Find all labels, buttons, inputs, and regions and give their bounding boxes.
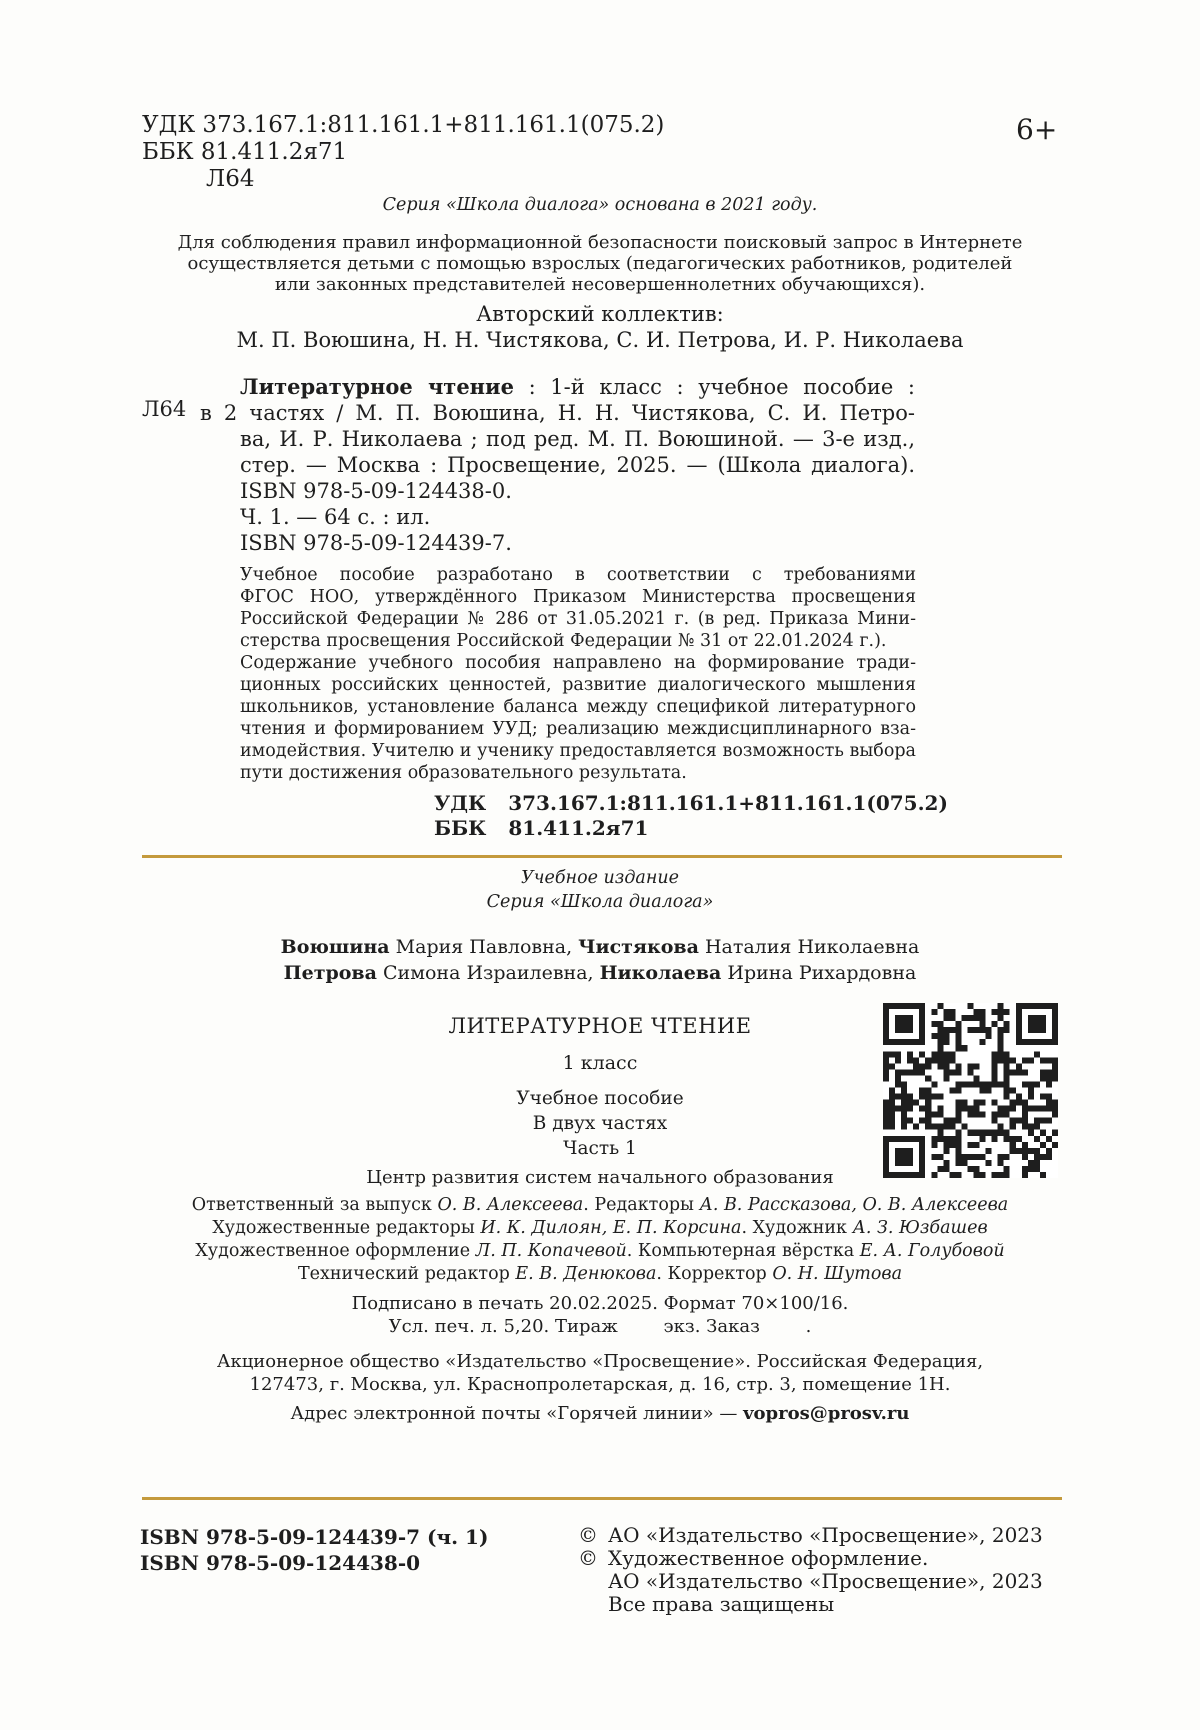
book-part: Часть 1 [563,1138,637,1159]
isbn-set: ISBN 978-5-09-124438-0 [140,1551,421,1575]
bibliographic-record [200,374,915,556]
annotation-line: школьников, установление баланса между спецификой литературного [240,697,916,717]
book-grade: 1 класс [562,1052,638,1074]
staff-role: Художественные редакторы [212,1218,481,1238]
isbn-part: ISBN 978-5-09-124439-7 (ч. 1) [140,1525,489,1549]
staff-person: О. Н. Шутова [772,1264,903,1284]
staff-line [0,1263,1200,1286]
copyright-line [578,1547,1043,1570]
author-surname: Воюшина [280,936,390,958]
author-name: Мария Павловна, [389,936,579,958]
qr-code [883,1003,1058,1178]
hotline-label: Адрес электронной почты «Горячей линии» — [290,1403,744,1424]
staff-role: Ответственный за выпуск [191,1195,438,1215]
edition-series: Серия «Школа диалога» [486,892,714,912]
staff-role: Художественное оформление [195,1241,476,1261]
record-line: ва, И. Р. Николаева ; под ред. М. П. Воюшиной. — 3-е изд., [240,427,915,451]
staff-line [0,1240,1200,1263]
staff-line [0,1194,1200,1217]
copyright-line: АО «Издательство «Просвещение», 2023 [608,1569,1043,1593]
author-surname: Петрова [283,962,377,984]
record-part: Ч. 1. — 64 с. : ил. [240,505,431,529]
editorial-staff [0,1194,1200,1286]
print-signed: Подписано в печать 20.02.2025. Формат 70×100/16. [351,1293,849,1314]
staff-role: . Художник [741,1218,853,1238]
annotation-line: пути достижения образовательного результата. [240,763,687,783]
annotation-line: чтения и формированием УУД; реализацию междисциплинарного вза- [240,719,916,739]
annotation-line: Учебное пособие разработано в соответствии с требованиями [240,565,916,585]
staff-role: . Редакторы [583,1195,700,1215]
author-names-line [0,934,1200,960]
author-name: Симона Израилевна, [376,962,600,984]
copyright-icon: © [578,1546,598,1570]
udk-label: УДК [434,791,487,815]
staff-person: Л. П. Копачевой [475,1241,627,1261]
safety-line: осуществляется детьми с помощью взрослых (педагогических работников, родителей [187,253,1013,274]
age-rating: 6+ [1016,113,1058,146]
authors-names: М. П. Воюшина, Н. Н. Чистякова, С. И. Петрова, И. Р. Николаева [236,328,964,352]
annotation-line: ФГОС НОО, утверждённого Приказом Министерства просвещения [240,587,916,607]
author-surname: Николаева [599,962,722,984]
author-full-names [0,934,1200,986]
edition-info [0,866,1200,914]
staff-person: О. В. Алексеева [437,1195,584,1215]
book-type: Учебное пособие [516,1088,684,1109]
bbk-value: 81.411.2я71 [508,816,649,840]
annotation-line: ционных российских ценностей, развитие диалогического мышления [240,675,916,695]
author-name: Ирина Рихардовна [721,962,917,984]
safety-notice [0,232,1200,295]
record-isbn-set: ISBN 978-5-09-124438-0. [240,479,512,503]
safety-line: Для соблюдения правил информационной безопасности поисковый запрос в Интернете [177,232,1023,253]
copyright-line: Все права защищены [608,1592,835,1616]
classification-codes [434,791,948,841]
author-names-line [0,960,1200,986]
staff-role: . Корректор [656,1264,773,1284]
book-title: ЛИТЕРАТУРНОЕ ЧТЕНИЕ [448,1014,752,1038]
udk-code: УДК 373.167.1:811.161.1+811.161.1(075.2) [142,112,665,138]
copyright-icon: © [578,1523,598,1547]
publisher-center: Центр развития систем начального образования [366,1167,834,1188]
staff-person: Е. А. Голубовой [859,1241,1005,1261]
staff-person: А. В. Рассказова, О. В. Алексеева [699,1195,1009,1215]
udk-line [434,791,948,816]
bbk-line [434,816,948,841]
author-surname: Чистякова [578,936,699,958]
print-run: Усл. печ. л. 5,20. Тираж экз. Заказ . [388,1316,812,1337]
copyright-text: АО «Издательство «Просвещение», 2023 [608,1523,1043,1547]
copyright-text: Художественное оформление. [608,1546,929,1570]
record-line: стер. — Москва : Просвещение, 2025. — (Школа диалога). [240,453,915,477]
divider-rule [142,1497,1062,1500]
annotation-line: стерства просвещения Российской Федерации № 31 от 22.01.2024 г.). [240,631,887,651]
publisher-line: Акционерное общество «Издательство «Просвещение». Российская Федерация, [216,1351,984,1372]
bbk-label: ББК [434,816,487,840]
catalog-header [142,112,664,193]
author-mark: Л64 [206,166,255,192]
bbk-code: ББК 81.411.2я71 [142,139,348,165]
staff-person: И. К. Дилоян, Е. П. Корсина [480,1218,742,1238]
record-mark: Л64 [142,397,187,421]
hotline [0,1403,1200,1424]
copyright-line [578,1524,1043,1547]
isbn-footer [140,1524,488,1576]
staff-line [0,1217,1200,1240]
record-line: в 2 частях / М. П. Воюшина, Н. Н. Чистякова, С. И. Петро- [200,401,915,425]
authors-heading: Авторский коллектив: [476,302,724,326]
staff-role: . Компьютерная вёрстка [626,1241,860,1261]
publisher-line: 127473, г. Москва, ул. Краснопролетарская, д. 16, стр. 3, помещение 1Н. [249,1374,951,1395]
series-note: Серия «Школа диалога» основана в 2021 году. [382,195,818,215]
author-name: Наталия Николаевна [698,936,920,958]
annotation-line: Российской Федерации № 286 от 31.05.2021 г. (в ред. Приказа Мини- [240,609,916,629]
annotation-line: Содержание учебного пособия направлено на формирование тради- [240,653,916,673]
record-isbn-part: ISBN 978-5-09-124439-7. [240,531,512,555]
safety-line: или законных представителей несовершеннолетних обучающихся). [274,274,926,295]
udk-value: 373.167.1:811.161.1+811.161.1(075.2) [508,791,948,815]
annotation-line: имодействия. Учителю и ученику предоставляется возможность выбора [240,741,916,761]
staff-role: Технический редактор [297,1264,516,1284]
divider-rule [142,855,1062,858]
staff-person: Е. В. Денюкова [515,1264,657,1284]
staff-person: А. З. Юзбашев [852,1218,988,1238]
record-title-rest: : 1-й класс : учебное пособие : [514,375,915,399]
hotline-email[interactable]: vopros@prosv.ru [743,1403,910,1424]
book-parts: В двух частях [532,1113,668,1134]
record-line [200,374,915,400]
record-title: Литературное чтение [240,374,514,399]
publisher-address [0,1350,1200,1396]
annotation [240,564,916,784]
copyright-block [578,1524,1043,1616]
print-details [0,1292,1200,1338]
edition-type: Учебное издание [520,868,680,888]
